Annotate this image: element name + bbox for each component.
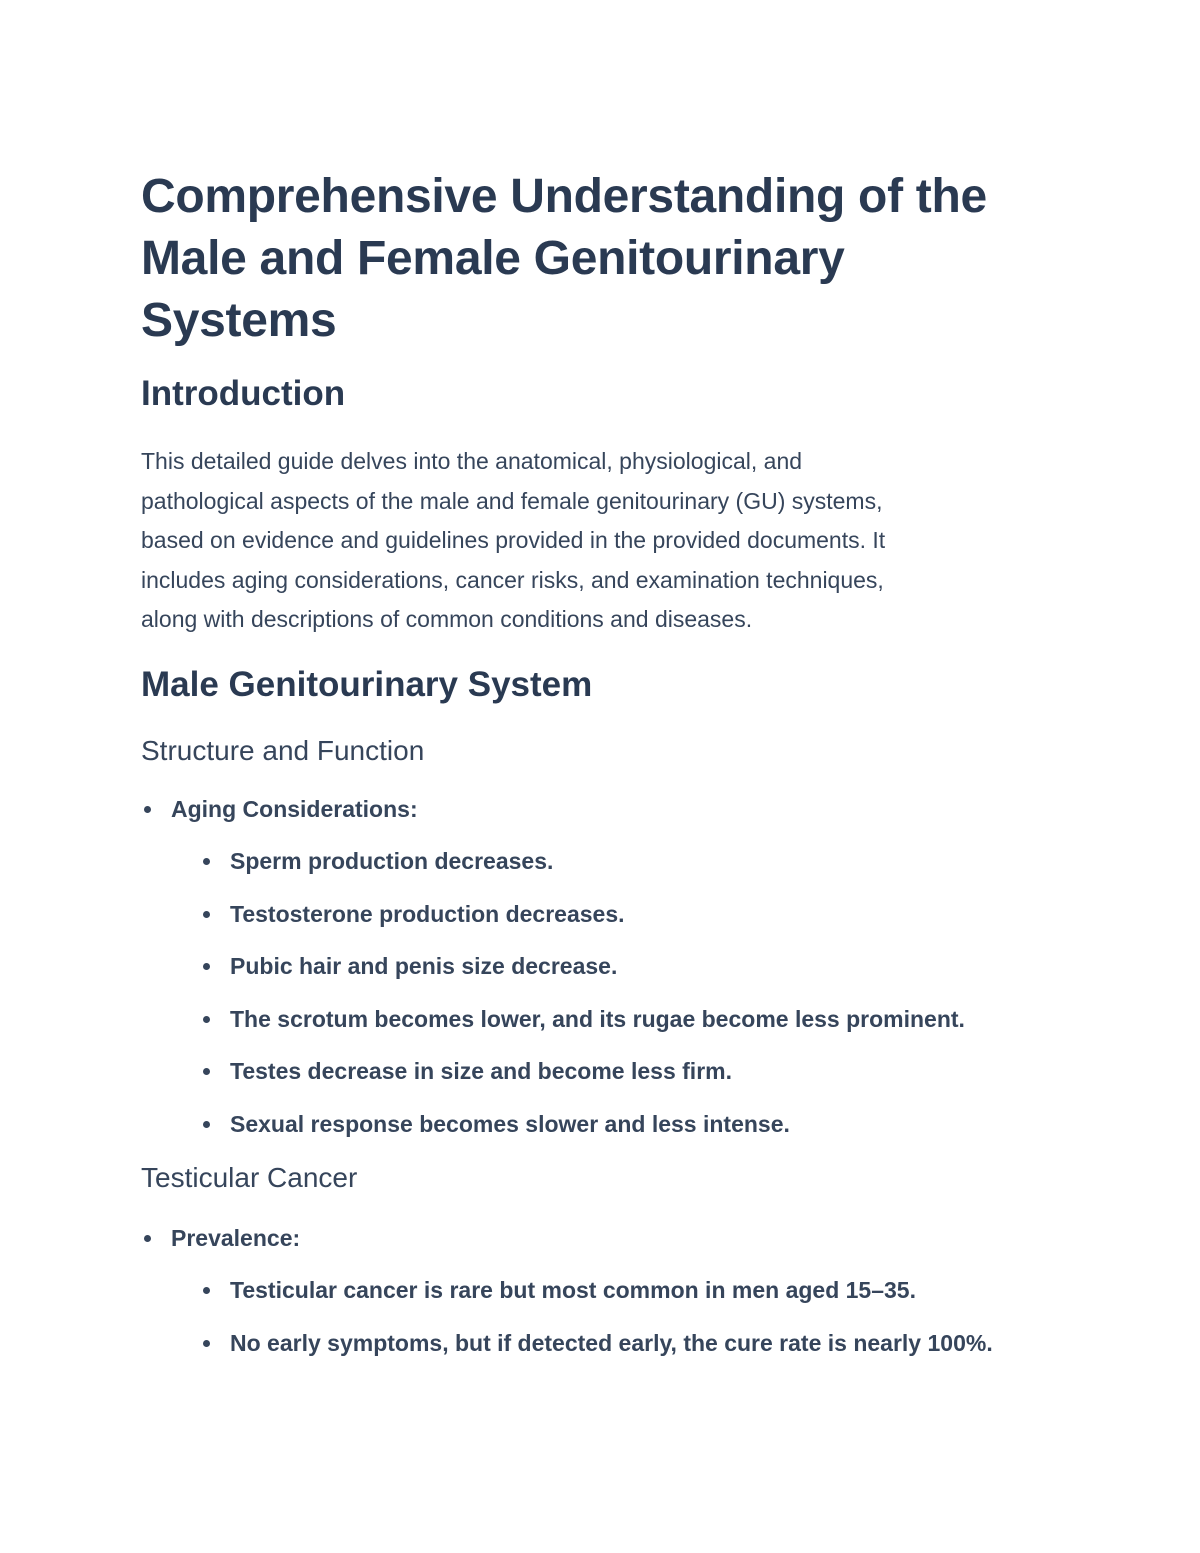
intro-line: based on evidence and guidelines provided in the provided documents. It xyxy=(141,527,886,553)
document-page xyxy=(141,166,1061,1361)
bullet-icon xyxy=(203,1287,210,1294)
title-line-3: Systems xyxy=(141,294,337,347)
list-item-text: Pubic hair and penis size decrease. xyxy=(230,953,618,979)
list-item-text: Sperm production decreases. xyxy=(230,848,554,874)
list-item-text: The scrotum becomes lower, and its rugae become less prominent. xyxy=(230,1005,965,1032)
aging-sublist xyxy=(171,843,1061,1142)
prevalence-label: Prevalence: xyxy=(171,1224,301,1251)
list-item xyxy=(171,1325,1061,1361)
prevalence-sublist xyxy=(171,1272,1061,1361)
bullet-icon xyxy=(203,858,210,865)
intro-line: along with descriptions of common conditions and diseases. xyxy=(141,606,753,632)
list-item xyxy=(171,1053,1061,1089)
list-item-text: Testes decrease in size and become less firm. xyxy=(230,1058,732,1084)
testicular-cancer-heading: Testicular Cancer xyxy=(141,1161,358,1193)
list-item-text: No early symptoms, but if detected early, the cure rate is nearly 100%. xyxy=(230,1329,993,1356)
title-line-1: Comprehensive Understanding of the xyxy=(141,170,987,223)
bullet-icon xyxy=(203,1121,210,1128)
bullet-icon xyxy=(203,1016,210,1023)
bullet-icon xyxy=(144,806,151,813)
aging-considerations-item xyxy=(141,791,1061,1142)
list-item xyxy=(171,1272,1061,1308)
prevalence-list xyxy=(141,1220,1061,1361)
intro-line: includes aging considerations, cancer risks, and examination techniques, xyxy=(141,566,884,593)
introduction-paragraph xyxy=(141,442,1061,640)
list-item xyxy=(171,896,1061,932)
aging-considerations-list xyxy=(141,791,1061,1142)
male-system-heading: Male Genitourinary System xyxy=(141,664,593,704)
introduction-heading: Introduction xyxy=(141,374,346,413)
list-item xyxy=(171,1106,1061,1142)
intro-line: This detailed guide delves into the anatomical, physiological, and xyxy=(141,448,803,474)
document-title xyxy=(141,166,1061,352)
list-item-text: Testosterone production decreases. xyxy=(230,900,625,927)
bullet-icon xyxy=(144,1235,151,1242)
bullet-icon xyxy=(203,1068,210,1075)
title-line-2: Male and Female Genitourinary xyxy=(141,232,845,285)
list-item-text: Sexual response becomes slower and less intense. xyxy=(230,1110,790,1137)
prevalence-item xyxy=(141,1220,1061,1361)
list-item xyxy=(171,1001,1061,1037)
list-item xyxy=(171,843,1061,879)
list-item xyxy=(171,948,1061,984)
aging-considerations-label: Aging Considerations: xyxy=(171,795,418,822)
bullet-icon xyxy=(203,911,210,918)
list-item-text: Testicular cancer is rare but most common in men aged 15–35. xyxy=(230,1277,916,1303)
structure-function-heading: Structure and Function xyxy=(141,734,425,766)
bullet-icon xyxy=(203,1340,210,1347)
intro-line: pathological aspects of the male and female genitourinary (GU) systems, xyxy=(141,487,883,514)
bullet-icon xyxy=(203,963,210,970)
